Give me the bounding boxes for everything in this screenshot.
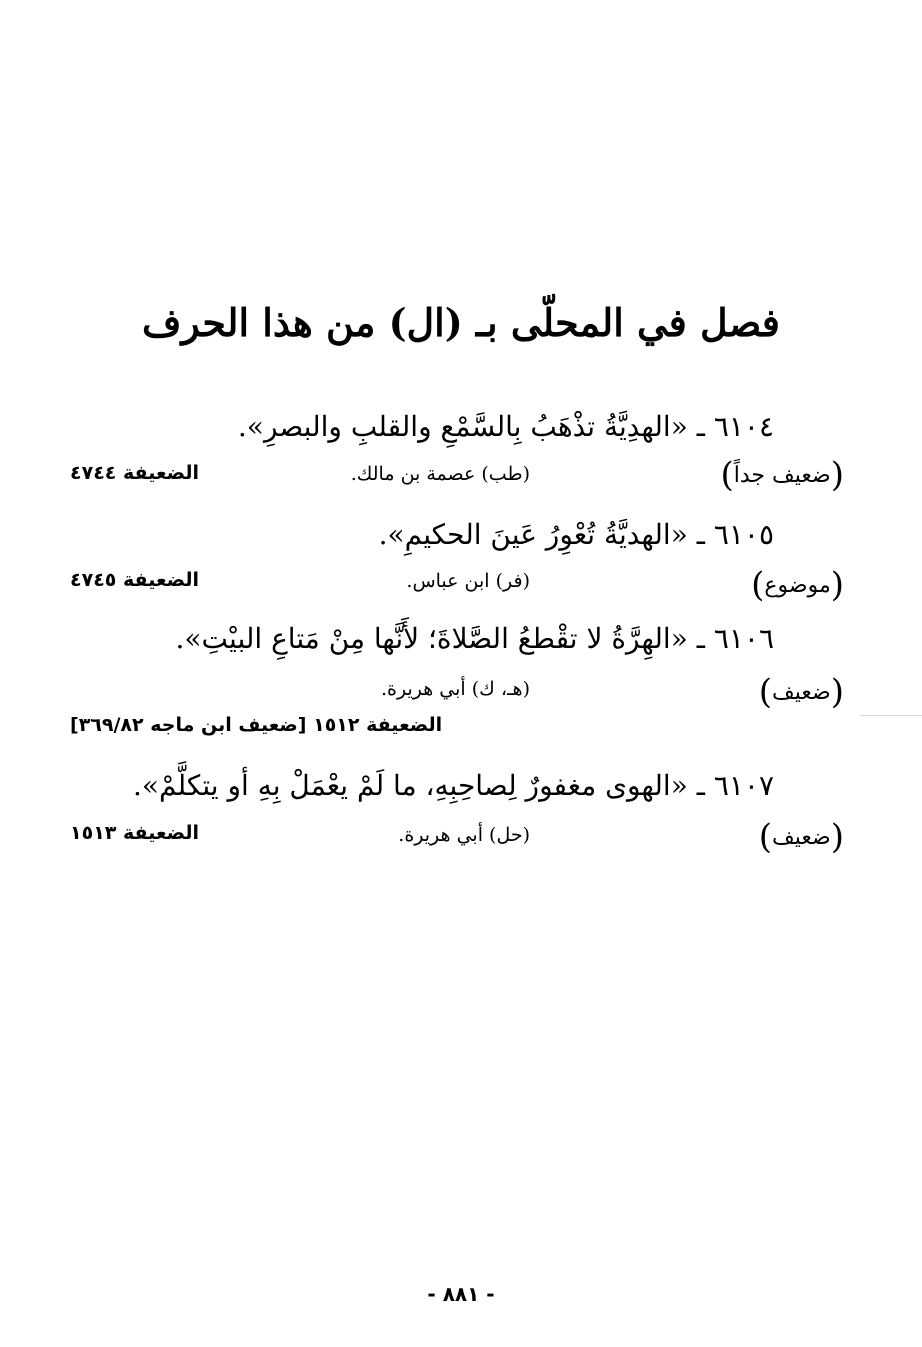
hadith-6105-text: ٦١٠٥ ـ «الهديَّةُ تُعْوِرُ عَينَ الحكيمِ». [378,518,774,551]
margin-rule [860,715,922,716]
section-title: فصل في المحلّى بـ (ال) من هذا الحرف [142,300,780,345]
hadith-6107-grade: (ضعيف) [758,817,844,857]
hadith-6105-reference: الضعيفة ٤٧٤٥ [70,569,200,591]
hadith-6106-text: ٦١٠٦ ـ «الهِرَّةُ لا تقْطعُ الصَّلاةَ؛ لأَنَّها مِنْ مَتاعِ البيْتِ». [175,622,774,655]
hadith-6104-source: (طب) عصمة بن مالك. [350,463,530,485]
hadith-6104-reference: الضعيفة ٤٧٤٤ [70,462,200,484]
page-number: - ٨٨١ - [427,1282,495,1306]
hadith-6106-source: (هـ، ك) أبي هريرة. [381,678,530,700]
hadith-6104-grade: (ضعيف جداً) [720,455,844,495]
hadith-6105-grade: (موضوع) [751,565,844,605]
hadith-6106-grade: (ضعيف) [758,672,844,712]
hadith-6106-reference: الضعيفة ١٥١٢ [ضعيف ابن ماجه ٣٦٩/٨٢] [70,714,443,736]
hadith-6107-source: (حل) أبي هريرة. [398,824,530,846]
hadith-6107-reference: الضعيفة ١٥١٣ [70,822,200,844]
hadith-6107-text: ٦١٠٧ ـ «الهوى مغفورٌ لِصاحِبِهِ، ما لَمْ يعْمَلْ بِهِ أو يتكلَّمْ». [132,769,774,802]
hadith-6104-text: ٦١٠٤ ـ «الهدِيَّةُ تذْهَبُ بِالسَّمْعِ والقلبِ والبصرِ». [237,410,774,443]
hadith-6105-source: (فر) ابن عباس. [406,570,530,592]
